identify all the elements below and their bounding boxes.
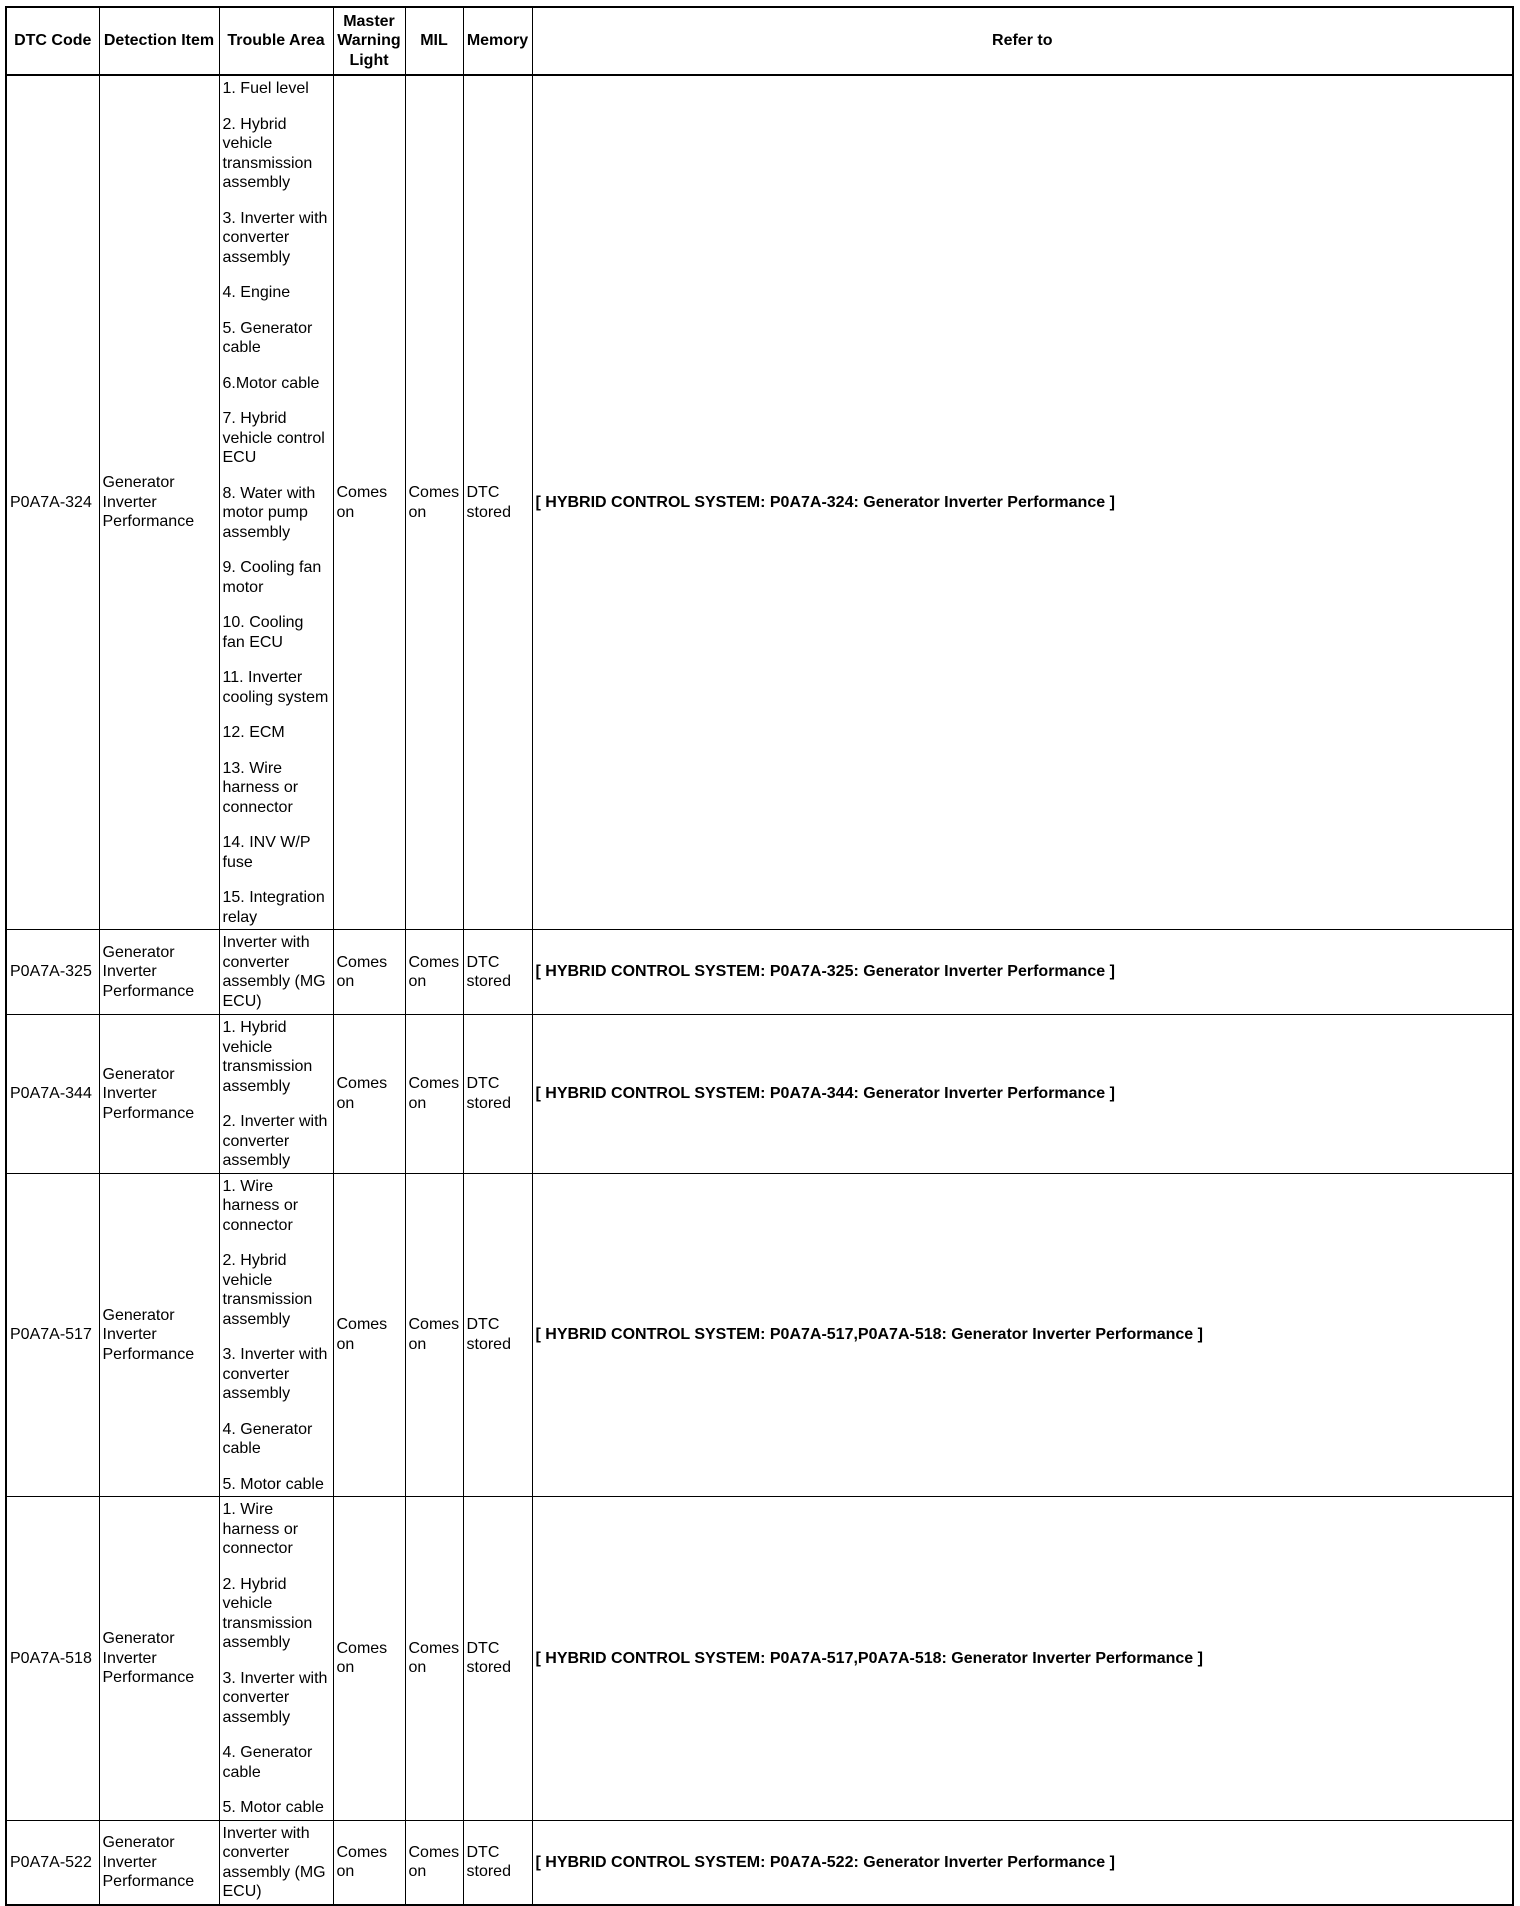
- dtc-code-cell: P0A7A-324: [6, 75, 99, 930]
- table-row: [6, 1820, 1513, 1905]
- detection-item-cell: Generator Inverter Performance: [99, 75, 219, 930]
- detection-item-cell: Generator Inverter Performance: [99, 1015, 219, 1174]
- mil-cell: Comes on: [405, 1820, 463, 1905]
- table-row: [6, 75, 1513, 930]
- trouble-area-item: Inverter with converter assembly (MG ECU): [222, 934, 326, 1010]
- refer-to-cell: [ HYBRID CONTROL SYSTEM: P0A7A-324: Generator Inverter Performance ]: [532, 75, 1513, 930]
- master-warning-light-cell: Comes on: [333, 75, 405, 930]
- header-mil: MIL: [405, 7, 463, 75]
- table-row: [6, 1497, 1513, 1821]
- trouble-area-item: 12. ECM: [222, 724, 285, 741]
- trouble-area-item: 6.Motor cable: [222, 374, 320, 392]
- header-master-warning-light: Master Warning Light: [333, 7, 405, 75]
- mil-cell: Comes on: [405, 930, 463, 1015]
- mil-cell: Comes on: [405, 75, 463, 930]
- header-trouble-area: Trouble Area: [219, 7, 333, 75]
- table-body: [6, 75, 1513, 1905]
- trouble-area-item: 2. Inverter with converter assembly: [222, 1113, 328, 1169]
- master-warning-light-cell: Comes on: [333, 1497, 405, 1821]
- trouble-area-item: 7. Hybrid vehicle control ECU: [222, 410, 325, 466]
- trouble-area-item: 14. INV W/P fuse: [222, 834, 311, 871]
- table-row: [6, 930, 1513, 1015]
- dtc-code-cell: P0A7A-517: [6, 1173, 99, 1497]
- mil-cell: Comes on: [405, 1173, 463, 1497]
- trouble-area-item: 3. Inverter with converter assembly: [222, 209, 328, 266]
- dtc-code-cell: P0A7A-522: [6, 1820, 99, 1905]
- trouble-area-item: 3. Inverter with converter assembly: [222, 1346, 328, 1402]
- trouble-area-cell: [219, 75, 333, 930]
- header-refer-to: Refer to: [532, 7, 1513, 75]
- header-dtc-code: DTC Code: [6, 7, 99, 75]
- trouble-area-item: 1. Fuel level: [222, 80, 309, 97]
- header-memory: Memory: [463, 7, 532, 75]
- trouble-area-item: 4. Generator cable: [222, 1744, 313, 1781]
- table-row: [6, 1173, 1513, 1497]
- trouble-area-item: 1. Wire harness or connector: [222, 1177, 299, 1234]
- master-warning-light-cell: Comes on: [333, 1173, 405, 1497]
- trouble-area-item: 9. Cooling fan motor: [222, 559, 322, 596]
- detection-item-cell: Generator Inverter Performance: [99, 930, 219, 1015]
- trouble-area-item: 4. Engine: [222, 284, 291, 301]
- master-warning-light-cell: Comes on: [333, 1015, 405, 1174]
- memory-cell: DTC stored: [463, 1015, 532, 1174]
- memory-cell: DTC stored: [463, 1173, 532, 1497]
- table-header: [6, 7, 1513, 75]
- trouble-area-item: 11. Inverter cooling system: [222, 669, 329, 706]
- trouble-area-item: Inverter with converter assembly (MG ECU): [222, 1824, 326, 1900]
- refer-to-cell: [ HYBRID CONTROL SYSTEM: P0A7A-344: Generator Inverter Performance ]: [532, 1015, 1513, 1174]
- trouble-area-cell: [219, 1015, 333, 1174]
- trouble-area-item: 2. Hybrid vehicle transmission assembly: [222, 1575, 313, 1651]
- memory-cell: DTC stored: [463, 75, 532, 930]
- trouble-area-item: 2. Hybrid vehicle transmission assembly: [222, 115, 313, 191]
- trouble-area-item: 2. Hybrid vehicle transmission assembly: [222, 1252, 313, 1328]
- refer-to-cell: [ HYBRID CONTROL SYSTEM: P0A7A-325: Generator Inverter Performance ]: [532, 930, 1513, 1015]
- dtc-code-cell: P0A7A-518: [6, 1497, 99, 1821]
- trouble-area-cell: [219, 1173, 333, 1497]
- trouble-area-item: 3. Inverter with converter assembly: [222, 1669, 328, 1726]
- header-detection-item: Detection Item: [99, 7, 219, 75]
- mil-cell: Comes on: [405, 1015, 463, 1174]
- trouble-area-item: 13. Wire harness or connector: [222, 759, 299, 816]
- trouble-area-item: 15. Integration relay: [222, 889, 325, 926]
- header-row: [6, 7, 1513, 75]
- trouble-area-item: 5. Motor cable: [222, 1799, 324, 1816]
- mil-cell: Comes on: [405, 1497, 463, 1821]
- memory-cell: DTC stored: [463, 930, 532, 1015]
- dtc-table: [5, 6, 1514, 1906]
- detection-item-cell: Generator Inverter Performance: [99, 1820, 219, 1905]
- refer-to-cell: [ HYBRID CONTROL SYSTEM: P0A7A-517,P0A7A-518: Generator Inverter Performance ]: [532, 1173, 1513, 1497]
- memory-cell: DTC stored: [463, 1497, 532, 1821]
- trouble-area-cell: [219, 930, 333, 1015]
- dtc-code-cell: P0A7A-325: [6, 930, 99, 1015]
- trouble-area-cell: [219, 1497, 333, 1821]
- master-warning-light-cell: Comes on: [333, 930, 405, 1015]
- trouble-area-item: 1. Hybrid vehicle transmission assembly: [222, 1019, 313, 1095]
- trouble-area-item: 4. Generator cable: [222, 1420, 313, 1457]
- trouble-area-item: 1. Wire harness or connector: [222, 1501, 299, 1557]
- detection-item-cell: Generator Inverter Performance: [99, 1497, 219, 1821]
- detection-item-cell: Generator Inverter Performance: [99, 1173, 219, 1497]
- refer-to-cell: [ HYBRID CONTROL SYSTEM: P0A7A-522: Generator Inverter Performance ]: [532, 1820, 1513, 1905]
- trouble-area-item: 8. Water with motor pump assembly: [222, 484, 316, 541]
- trouble-area-item: 5. Motor cable: [222, 1475, 324, 1493]
- dtc-code-cell: P0A7A-344: [6, 1015, 99, 1174]
- memory-cell: DTC stored: [463, 1820, 532, 1905]
- trouble-area-item: 5. Generator cable: [222, 319, 313, 356]
- trouble-area-item: 10. Cooling fan ECU: [222, 614, 304, 651]
- trouble-area-cell: [219, 1820, 333, 1905]
- master-warning-light-cell: Comes on: [333, 1820, 405, 1905]
- table-row: [6, 1015, 1513, 1174]
- refer-to-cell: [ HYBRID CONTROL SYSTEM: P0A7A-517,P0A7A-518: Generator Inverter Performance ]: [532, 1497, 1513, 1821]
